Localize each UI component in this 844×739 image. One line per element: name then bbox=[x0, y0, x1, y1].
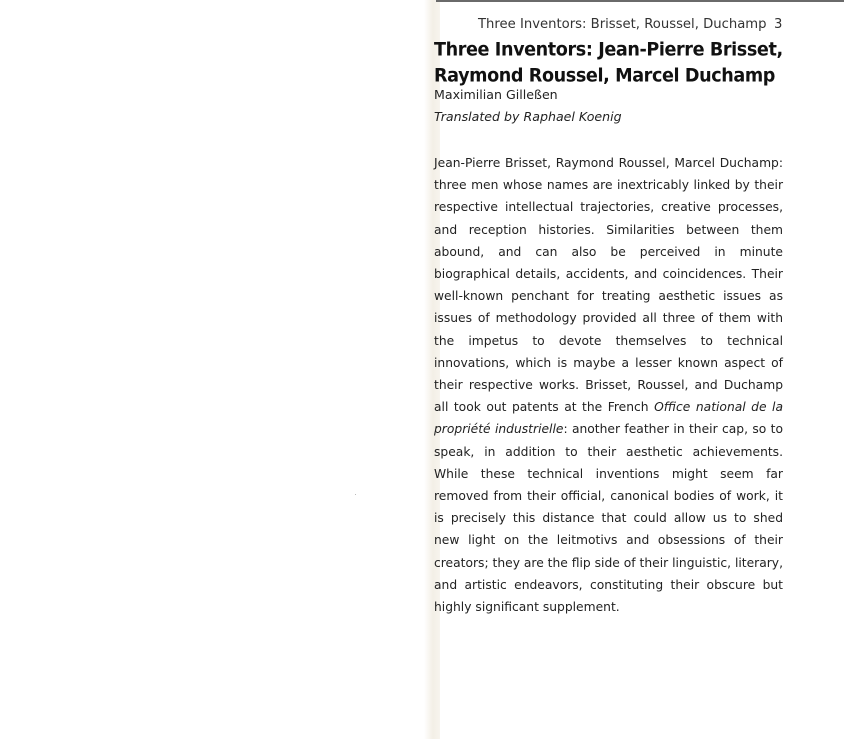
body-paragraph bbox=[434, 152, 783, 618]
running-head: Three Inventors: Brisset, Roussel, Duchamp bbox=[478, 17, 767, 32]
paragraph-italic-institution: Office national de la propriété industrielle bbox=[434, 400, 783, 437]
article-title: Three Inventors: Jean-Pierre Brisset, Raymond Roussel, Marcel Duchamp bbox=[434, 39, 783, 87]
paragraph-text-start: Jean-Pierre Brisset, Raymond Roussel, Marcel Duchamp: three men whose names are inextricably linked by their respective intellectual trajectories, creative processes, and reception histories. Similarities between them abound, and can also be perceived in minute biographical details, accidents, and coincidences. Their well-known penchant for treating aesthetic issues as issues of methodology provided all three of them with the impetus to devote themselves to technical innovations, which is maybe a lesser known aspect of their respective works. Brisset, Roussel, and Duchamp all took out patents at the French bbox=[434, 156, 783, 415]
top-edge-rule bbox=[436, 0, 844, 2]
page-number: 3 bbox=[774, 17, 783, 32]
translator-credit: Translated by Raphael Koenig bbox=[434, 109, 622, 124]
paragraph-text-end: : another feather in their cap, so to speak, in addition to their aesthetic achievements. While these technical inventions might seem far removed from their official, canonical bodies of work, it is precisely this distance that could allow us to shed new light on the leitmotivs and obsessions of their creators; they are the flip side of their linguistic, literary, and artistic endeavors, constituting their obscure but highly significant supplement. bbox=[434, 422, 783, 615]
author-name: Maximilian Gilleßen bbox=[434, 87, 558, 102]
scan-speck bbox=[355, 494, 356, 495]
